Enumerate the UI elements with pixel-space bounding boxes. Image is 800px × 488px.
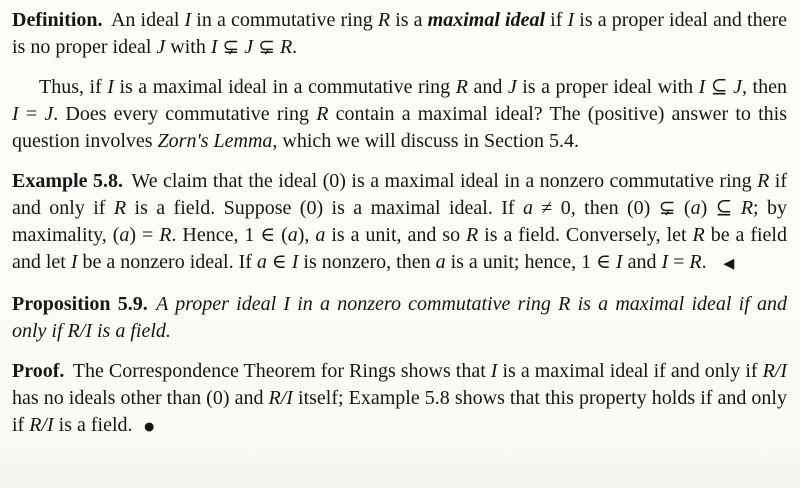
text-run: R: [455, 76, 468, 98]
text-run: I: [12, 103, 19, 125]
text-run: R: [113, 197, 127, 219]
text-run: R: [279, 36, 293, 58]
text-run: ),: [297, 224, 316, 246]
paragraph-proof: [12, 358, 787, 440]
text-run: a: [256, 251, 267, 273]
text-run: J: [156, 36, 166, 58]
text-run: R/I: [67, 320, 92, 342]
text-run: ∈: [266, 251, 292, 273]
text-run: I: [615, 251, 623, 273]
paragraph-heading: Proposition 5.9.: [12, 293, 148, 315]
text-run: I: [107, 76, 114, 98]
text-run: , which we will discuss in Section 5.4.: [272, 130, 580, 152]
paragraph-example-5-8: [12, 168, 787, 278]
text-run: ; by maximality, (: [12, 197, 788, 246]
text-run: is a maximal ideal in a commutative ring: [113, 76, 456, 98]
text-run: ) ⊆: [700, 197, 741, 219]
text-run: has no ideals other than (0) and: [12, 387, 269, 409]
text-run: is nonzero, then: [298, 251, 436, 273]
text-run: Zorn's Lemma: [157, 130, 273, 152]
text-run: .: [292, 36, 298, 58]
text-run: a: [522, 197, 533, 219]
text-run: =: [18, 103, 45, 125]
text-run: I: [291, 251, 299, 273]
text-run: , then: [742, 76, 787, 98]
text-run: The Correspondence Theorem for Rings shows that: [72, 360, 491, 382]
text-run: is a: [390, 9, 428, 31]
text-run: R: [466, 224, 479, 246]
text-run: . Does every commutative ring: [53, 103, 317, 125]
text-run: is a maximal ideal if and only if: [497, 360, 763, 382]
text-run: if: [545, 9, 568, 31]
text-run: R/I: [762, 360, 787, 382]
text-run: maximal ideal: [427, 9, 546, 31]
text-run: Thus, if: [39, 76, 108, 98]
text-run: ⊊: [253, 36, 280, 58]
text-run: with: [165, 36, 211, 58]
text-run: a: [435, 251, 446, 273]
text-run: a: [690, 197, 701, 219]
text-run: R: [558, 293, 571, 315]
paragraph-thus-remark: [12, 74, 787, 155]
text-run: I: [567, 9, 575, 31]
text-run: I: [283, 293, 291, 315]
text-run: J: [44, 103, 54, 125]
text-run: A proper ideal: [156, 293, 284, 315]
text-run: .: [701, 251, 707, 273]
text-run: J: [244, 36, 254, 58]
text-run: J: [507, 76, 517, 98]
paragraph-heading: Example 5.8.: [12, 170, 124, 192]
text-run: is a field.: [53, 414, 133, 436]
text-run: R: [316, 103, 329, 125]
text-run: is a proper ideal with: [516, 76, 699, 98]
text-run: in a nonzero commutative ring: [290, 293, 559, 315]
text-run: ) =: [129, 224, 160, 246]
text-run: R: [689, 251, 702, 273]
end-of-proof-marker-icon: ●: [144, 418, 155, 433]
text-run: =: [668, 251, 690, 273]
text-run: R: [159, 224, 172, 246]
text-run: is a field.: [91, 320, 171, 342]
text-run: a: [287, 224, 298, 246]
text-run: I: [210, 36, 218, 58]
text-run: I: [184, 9, 192, 31]
text-run: ⊆: [705, 76, 734, 98]
text-run: in a commutative ring: [191, 9, 378, 31]
text-run: R: [377, 9, 391, 31]
text-run: I: [698, 76, 706, 98]
text-run: R/I: [29, 414, 54, 436]
text-run: is a unit; hence, 1 ∈: [445, 251, 616, 273]
text-run: I: [70, 251, 78, 273]
text-run: a: [315, 224, 326, 246]
text-run: R: [692, 224, 705, 246]
paragraph-heading: Definition.: [12, 9, 103, 31]
text-run: and: [467, 76, 508, 98]
text-run: J: [733, 76, 743, 98]
text-run: is a field. Conversely, let: [478, 224, 693, 246]
text-run: . Hence, 1 ∈ (: [171, 224, 288, 246]
text-run: a: [119, 224, 130, 246]
text-run: R/I: [268, 387, 293, 409]
paragraph-heading: Proof.: [12, 360, 65, 382]
text-run: R: [757, 170, 770, 192]
text-run: itself; Example 5.8 shows that this property holds if and only if: [12, 387, 787, 436]
text-run: We claim that the ideal (0) is a maximal ideal in a nonzero commutative ring: [131, 170, 758, 192]
text-run: I: [661, 251, 669, 273]
text-run: An ideal: [110, 9, 185, 31]
text-run: be a nonzero ideal. If: [77, 251, 257, 273]
end-of-example-marker-icon: ◀: [723, 256, 735, 272]
paragraph-definition: [12, 7, 787, 61]
text-run: is a proper ideal and there is no proper ideal: [12, 9, 788, 58]
text-run: R: [740, 197, 754, 219]
text-run: contain a maximal ideal? The (positive) answer to this question involves: [12, 103, 788, 152]
text-run: is a maximal ideal if and only if: [12, 293, 787, 342]
text-run: be a field and let: [12, 224, 787, 273]
text-run: is a unit, and so: [325, 224, 467, 246]
text-run: is a field. Suppose (0) is a maximal ideal. If: [126, 197, 523, 219]
text-run: ⊊: [217, 36, 245, 58]
text-run: and: [622, 251, 662, 273]
text-run: if and only if: [12, 170, 788, 219]
paragraph-proposition-5-9: [12, 291, 787, 345]
text-run: ≠ 0, then (0) ⊊ (: [532, 197, 691, 219]
text-run: I: [490, 360, 498, 382]
